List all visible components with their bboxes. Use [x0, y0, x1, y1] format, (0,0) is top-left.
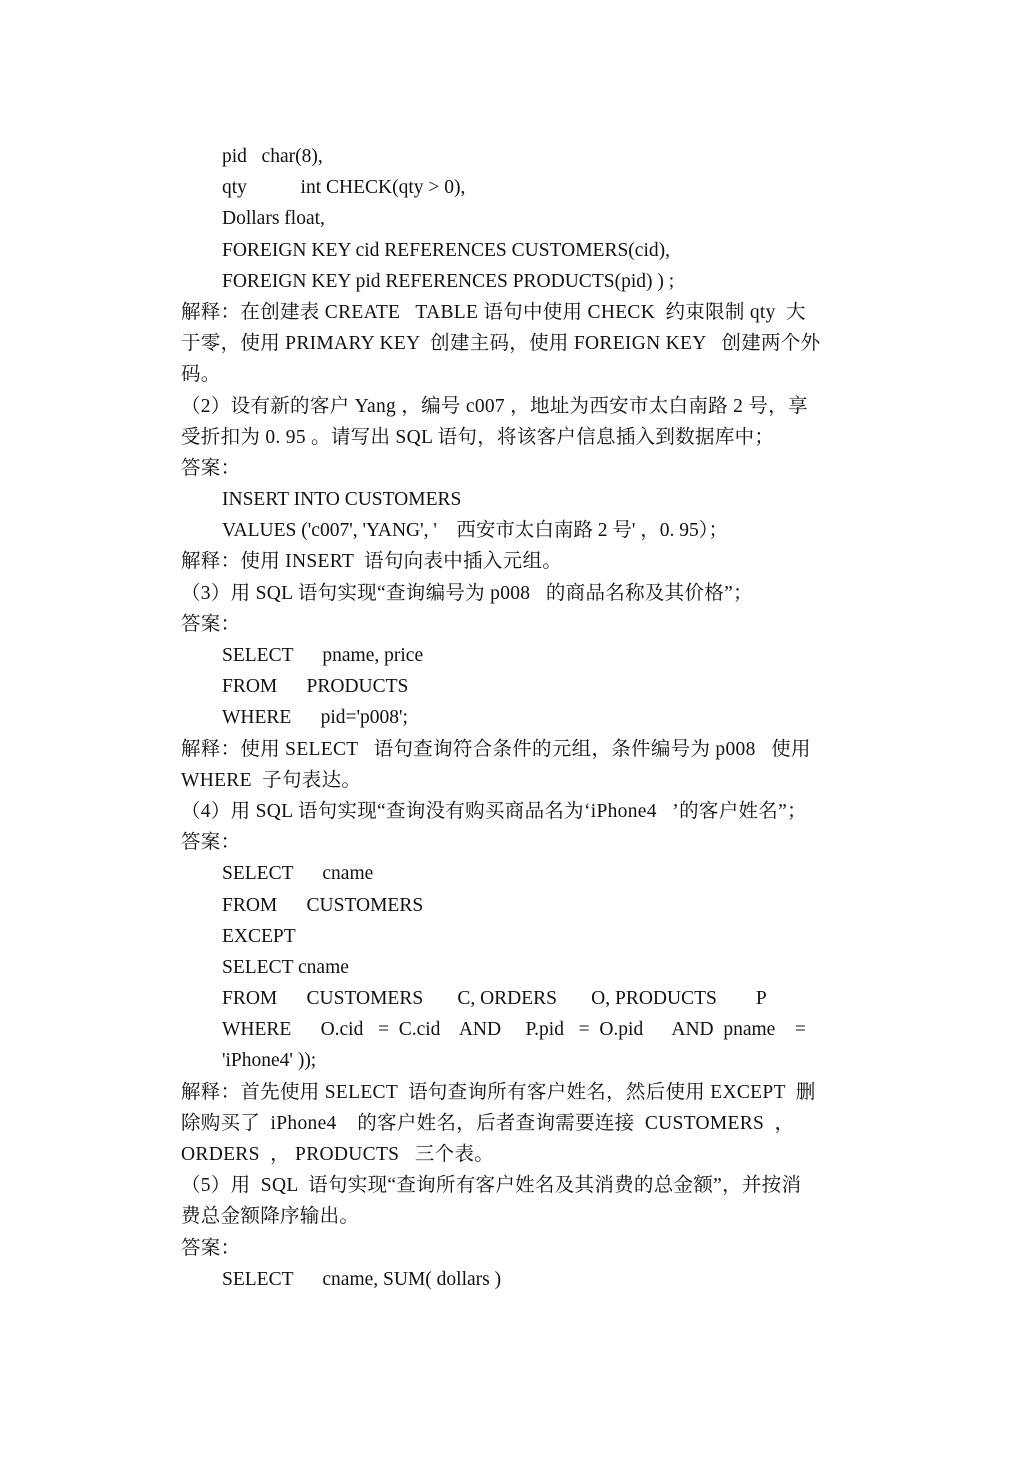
code-line: INSERT INTO CUSTOMERS: [222, 489, 462, 511]
text-line: （3）用 SQL 语句实现“查询编号为 p008 的商品名称及其价格”；: [181, 582, 753, 604]
text-line: 解释：在创建表 CREATE TABLE 语句中使用 CHECK 约束限制 qty 大: [181, 301, 806, 323]
text-line: WHERE 子句表达。: [181, 769, 362, 791]
code-line: FROM CUSTOMERS C, ORDERS O, PRODUCTS P: [222, 988, 767, 1010]
text-line: 答案：: [181, 832, 241, 854]
code-line: SELECT cname: [222, 956, 349, 978]
text-line: 除购买了 iPhone4 的客户姓名，后者查询需要连接 CUSTOMERS ，: [181, 1112, 795, 1134]
code-line: SELECT pname, price: [222, 645, 424, 666]
document-page: [181, 141, 853, 1295]
code-line: EXCEPT: [222, 925, 296, 947]
text-line: （2）设有新的客户 Yang ，编号 c007 ，地址为西安市太白南路 2 号，享: [181, 395, 808, 417]
code-line: VALUES ('c007', 'YANG', ' 西安市太白南路 2 号' ，0. 95）；: [222, 520, 729, 542]
code-line: Dollars float,: [222, 208, 325, 230]
code-line: SELECT cname: [222, 863, 374, 885]
code-line: FOREIGN KEY pid REFERENCES PRODUCTS(pid) ) ;: [222, 270, 675, 292]
text-line: 答案：: [181, 613, 241, 635]
text-line: 答案：: [181, 457, 241, 479]
text-line: （4）用 SQL 语句实现“查询没有购买商品名为‘iPhone4 ’的客户姓名”；: [181, 800, 807, 822]
text-line: 费总金额降序输出。: [181, 1206, 360, 1228]
text-line: 解释：使用 SELECT 语句查询符合条件的元组，条件编号为 p008 使用: [181, 738, 811, 760]
code-line: FROM CUSTOMERS: [222, 894, 424, 916]
code-line: FOREIGN KEY cid REFERENCES CUSTOMERS(cid),: [222, 239, 670, 261]
code-line: WHERE pid='p008';: [222, 707, 408, 729]
text-line: 答案：: [181, 1237, 241, 1259]
text-line: （5）用 SQL 语句实现“查询所有客户姓名及其消费的总金额”，并按消: [181, 1175, 802, 1197]
text-line: ORDERS ， PRODUCTS 三个表。: [181, 1144, 495, 1165]
code-line: 'iPhone4' ));: [222, 1050, 317, 1072]
code-line: SELECT cname, SUM( dollars ): [222, 1268, 502, 1290]
text-line: 码。: [181, 364, 221, 386]
code-line: pid char(8),: [222, 146, 323, 167]
text-line: 于零，使用 PRIMARY KEY 创建主码，使用 FOREIGN KEY 创建两个外: [181, 333, 821, 355]
text-line: 受折扣为 0. 95 。请写出 SQL 语句，将该客户信息插入到数据库中；: [181, 426, 775, 448]
code-line: WHERE O.cid = C.cid AND P.pid = O.pid AND pname =: [222, 1019, 806, 1041]
code-line: qty int CHECK(qty > 0),: [222, 177, 466, 199]
text-line: 解释：首先使用 SELECT 语句查询所有客户姓名，然后使用 EXCEPT 删: [181, 1081, 816, 1103]
text-line: 解释：使用 INSERT 语句向表中插入元组。: [181, 551, 563, 573]
code-line: FROM PRODUCTS: [222, 676, 409, 698]
